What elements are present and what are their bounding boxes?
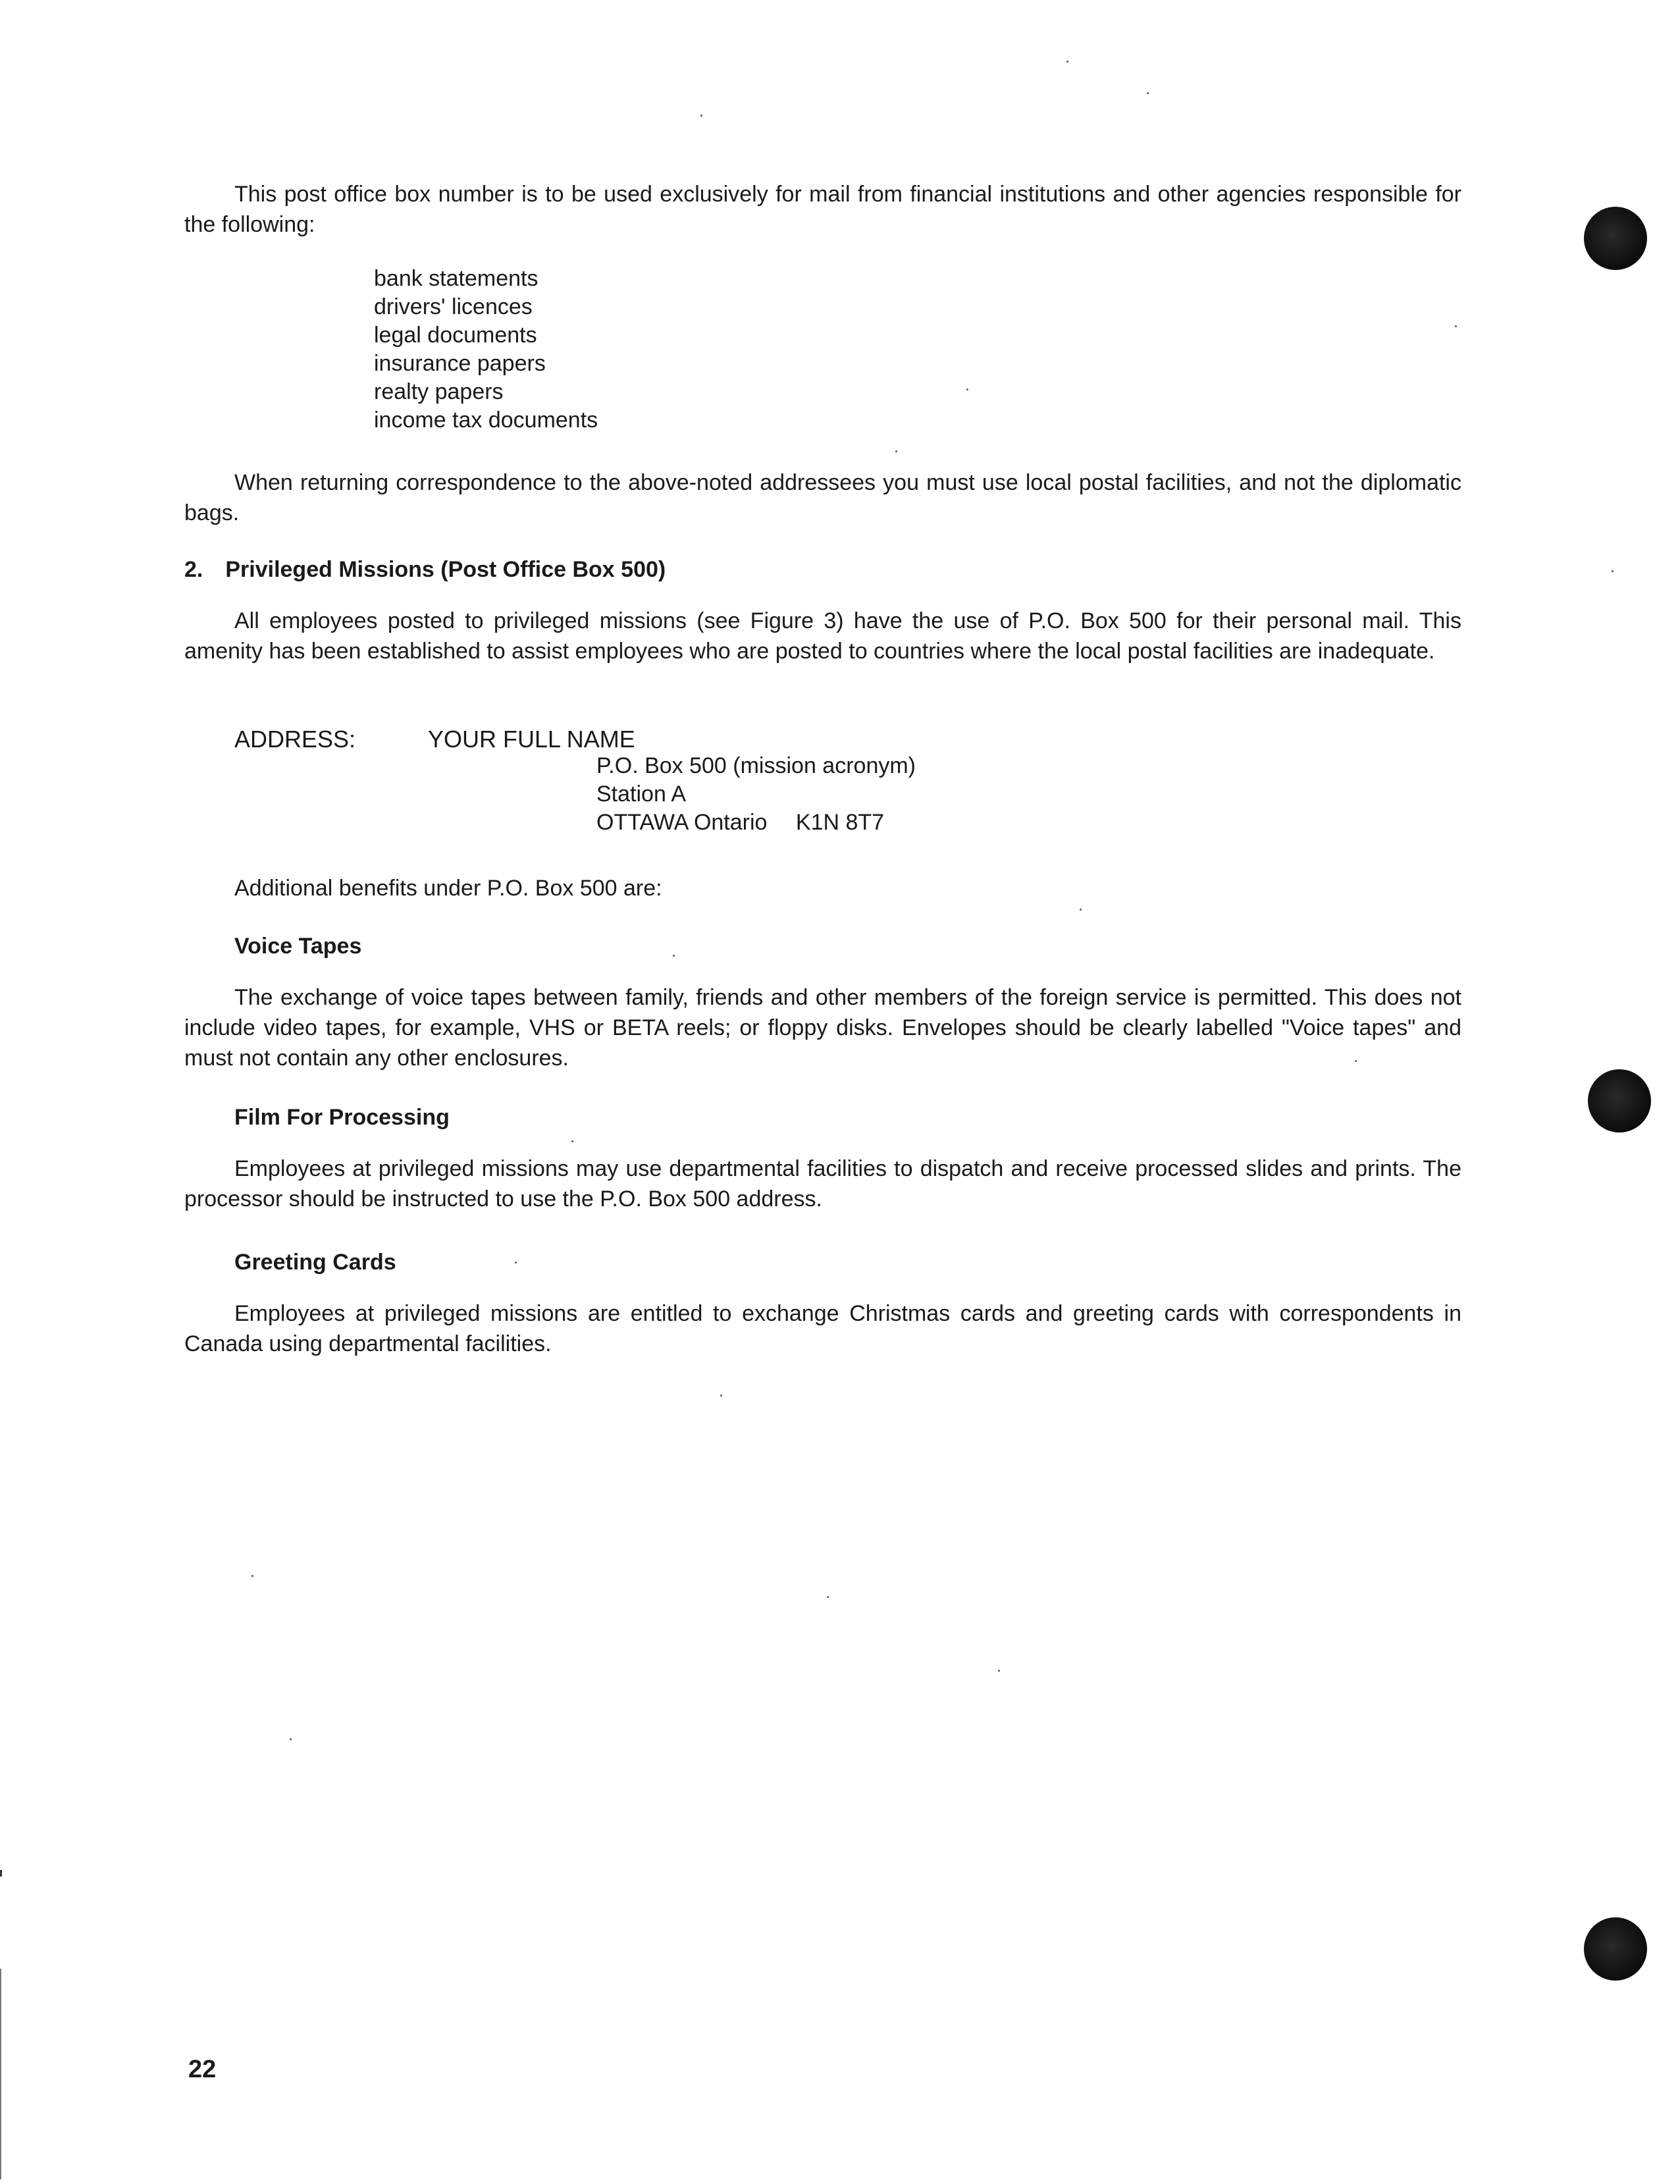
scan-speck [1080, 909, 1082, 911]
address-line: OTTAWA Ontario K1N 8T7 [596, 810, 885, 835]
scan-speck [673, 955, 675, 957]
greeting-cards-heading: Greeting Cards [234, 1250, 396, 1275]
scan-speck [1147, 92, 1149, 94]
voice-tapes-heading: Voice Tapes [234, 934, 362, 959]
scan-edge-mark [0, 1870, 2, 1877]
privileged-missions-paragraph: All employees posted to privileged missions (see Figure 3) have the use of P.O. Box 500 for their personal mail. This amenity has been established to assist employees who are posted to countries where the local postal facilities are inadequate. [184, 608, 1461, 664]
address-name: YOUR FULL NAME [428, 726, 635, 753]
address-line: P.O. Box 500 (mission acronym) [596, 753, 916, 778]
list-item: insurance papers [374, 351, 546, 376]
address-label: ADDRESS: [234, 726, 356, 753]
scan-speck [515, 1262, 517, 1264]
document-type-list [374, 265, 598, 435]
address-line: Station A [596, 782, 687, 807]
page-number: 22 [188, 2056, 217, 2083]
scan-speck [1612, 570, 1614, 572]
list-item: income tax documents [374, 408, 598, 433]
scan-speck [998, 1670, 1000, 1672]
benefits-intro: Additional benefits under P.O. Box 500 are: [234, 876, 662, 901]
scan-speck [571, 1140, 573, 1142]
list-item: realty papers [374, 379, 504, 404]
scan-speck [700, 115, 702, 117]
list-item: bank statements [374, 266, 538, 291]
scan-speck [720, 1395, 722, 1397]
scan-speck [251, 1575, 253, 1577]
returning-correspondence-paragraph: When returning correspondence to the above-noted addressees you must use local postal facilities, and not the diplomatic bags. [184, 470, 1461, 525]
address-lines [596, 752, 916, 837]
scan-speck [1066, 61, 1068, 63]
scan-speck [827, 1596, 829, 1598]
list-item: drivers' licences [374, 294, 533, 319]
punch-hole-middle [1588, 1069, 1651, 1132]
voice-tapes-paragraph: The exchange of voice tapes between family, friends and other members of the foreign service is permitted. This does not include video tapes, for example, VHS or BETA reels; or floppy disks. Envelopes should be clearly labelled "Voice tapes" and must not contain any other enclosures. [184, 985, 1461, 1071]
section-2-heading: 2. Privileged Missions (Post Office Box 500) [184, 557, 666, 582]
list-item: legal documents [374, 323, 537, 348]
scan-speck [966, 388, 968, 390]
scan-speck [290, 1738, 292, 1740]
punch-hole-bottom [1584, 1917, 1647, 1981]
intro-paragraph: This post office box number is to be used exclusively for mail from financial institutions and other agencies responsible for the following: [184, 182, 1461, 237]
greeting-cards-paragraph: Employees at privileged missions are entitled to exchange Christmas cards and greeting cards with correspondents in Canada using departmental facilities. [184, 1301, 1461, 1356]
film-processing-heading: Film For Processing [234, 1105, 450, 1130]
film-processing-paragraph: Employees at privileged missions may use departmental facilities to dispatch and receive processed slides and prints. The processor should be instructed to use the P.O. Box 500 address. [184, 1156, 1461, 1212]
punch-hole-top [1584, 207, 1647, 270]
scan-edge-mark [0, 1969, 1, 2179]
scan-speck [895, 450, 897, 452]
scan-speck [1455, 325, 1457, 327]
